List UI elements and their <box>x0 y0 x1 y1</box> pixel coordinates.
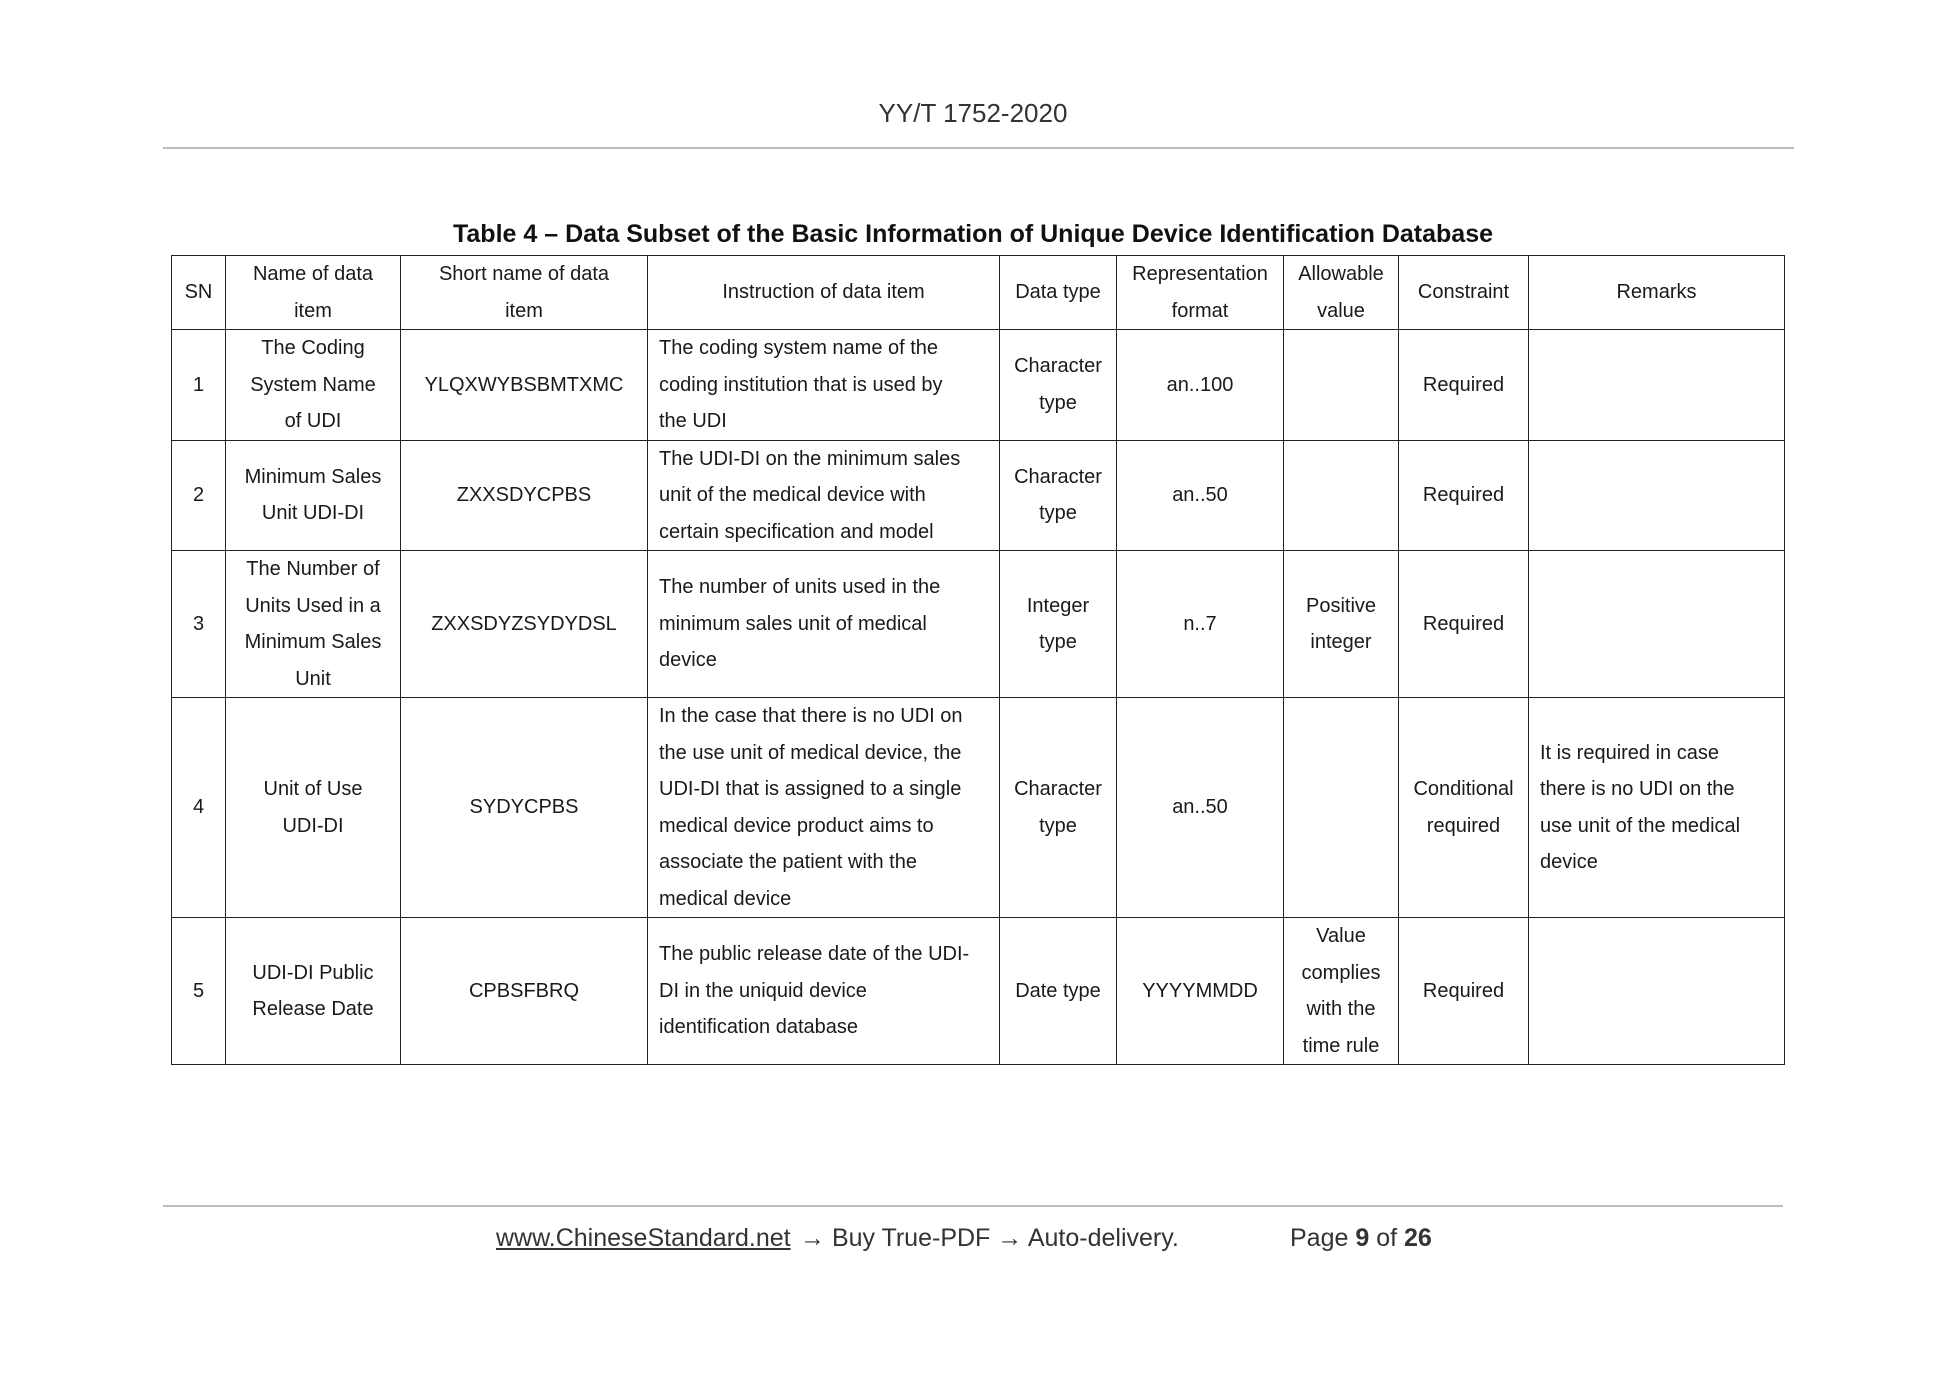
cell-remarks <box>1529 440 1785 551</box>
column-header-format: Representation format <box>1117 256 1284 330</box>
footer-divider <box>163 1205 1783 1207</box>
page-of: of <box>1376 1224 1398 1252</box>
cell-data-type: Character type <box>1000 698 1117 918</box>
cell-sn: 2 <box>172 440 226 551</box>
cell-data-type: Integer type <box>1000 551 1117 698</box>
cell-sn: 3 <box>172 551 226 698</box>
cell-short-name: ZXXSDYCPBS <box>401 440 648 551</box>
cell-short-name: CPBSFBRQ <box>401 918 648 1065</box>
cell-sn: 1 <box>172 330 226 441</box>
cell-short-name: SYDYCPBS <box>401 698 648 918</box>
cell-name: Minimum Sales Unit UDI-DI <box>226 440 401 551</box>
cell-format: an..50 <box>1117 698 1284 918</box>
data-subset-table <box>171 255 1785 1065</box>
document-code: YY/T 1752-2020 <box>878 98 1068 128</box>
column-header-instruction: Instruction of data item <box>648 256 1000 330</box>
header-divider <box>163 147 1794 149</box>
page-total: 26 <box>1404 1224 1432 1252</box>
column-header-allowable: Allowable value <box>1284 256 1399 330</box>
cell-format: YYYYMMDD <box>1117 918 1284 1065</box>
cell-constraint: Required <box>1399 330 1529 441</box>
page-indicator <box>1290 1224 1432 1253</box>
cell-sn: 5 <box>172 918 226 1065</box>
cell-allowable <box>1284 440 1399 551</box>
table-title: Table 4 – Data Subset of the Basic Information of Unique Device Identification Database <box>452 220 1494 248</box>
cell-constraint: Required <box>1399 918 1529 1065</box>
cell-allowable: Value complies with the time rule <box>1284 918 1399 1065</box>
column-header-data-type: Data type <box>1000 256 1117 330</box>
cell-remarks <box>1529 918 1785 1065</box>
cell-name: UDI-DI Public Release Date <box>226 918 401 1065</box>
cell-constraint: Required <box>1399 440 1529 551</box>
cell-instruction: The coding system name of the coding institution that is used by the UDI <box>648 330 1000 441</box>
cell-constraint: Required <box>1399 551 1529 698</box>
column-header-short-name: Short name of data item <box>401 256 648 330</box>
column-header-remarks: Remarks <box>1529 256 1785 330</box>
cell-format: an..100 <box>1117 330 1284 441</box>
column-header-constraint: Constraint <box>1399 256 1529 330</box>
table-row <box>172 330 1785 441</box>
column-header-sn: SN <box>172 256 226 330</box>
footer-tagline: → Buy True-PDF → Auto-delivery. <box>800 1224 1179 1252</box>
page-label: Page <box>1290 1224 1349 1252</box>
cell-sn: 4 <box>172 698 226 918</box>
cell-short-name: ZXXSDYZSYDYDSL <box>401 551 648 698</box>
cell-data-type: Character type <box>1000 440 1117 551</box>
cell-data-type: Character type <box>1000 330 1117 441</box>
website-link[interactable]: www.ChineseStandard.net <box>496 1224 791 1252</box>
cell-allowable <box>1284 330 1399 441</box>
cell-remarks <box>1529 551 1785 698</box>
cell-short-name: YLQXWYBSBMTXMC <box>401 330 648 441</box>
cell-allowable <box>1284 698 1399 918</box>
cell-constraint: Conditional required <box>1399 698 1529 918</box>
cell-name: The Coding System Name of UDI <box>226 330 401 441</box>
cell-instruction: In the case that there is no UDI on the use unit of medical device, the UDI-DI that is assigned to a single medical device product aims to associate the patient with the medical device <box>648 698 1000 918</box>
cell-format: an..50 <box>1117 440 1284 551</box>
table-row <box>172 918 1785 1065</box>
column-header-name: Name of data item <box>226 256 401 330</box>
page-current: 9 <box>1355 1224 1370 1252</box>
cell-instruction: The UDI-DI on the minimum sales unit of the medical device with certain specification and model <box>648 440 1000 551</box>
table-header-row <box>172 256 1785 330</box>
cell-remarks <box>1529 330 1785 441</box>
cell-format: n..7 <box>1117 551 1284 698</box>
cell-instruction: The public release date of the UDI- DI in the uniquid device identification database <box>648 918 1000 1065</box>
table-row <box>172 551 1785 698</box>
cell-data-type: Date type <box>1000 918 1117 1065</box>
cell-name: Unit of Use UDI-DI <box>226 698 401 918</box>
cell-remarks: It is required in case there is no UDI on the use unit of the medical device <box>1529 698 1785 918</box>
cell-instruction: The number of units used in the minimum sales unit of medical device <box>648 551 1000 698</box>
table-row <box>172 440 1785 551</box>
table-row <box>172 698 1785 918</box>
cell-name: The Number of Units Used in a Minimum Sales Unit <box>226 551 401 698</box>
cell-allowable: Positive integer <box>1284 551 1399 698</box>
